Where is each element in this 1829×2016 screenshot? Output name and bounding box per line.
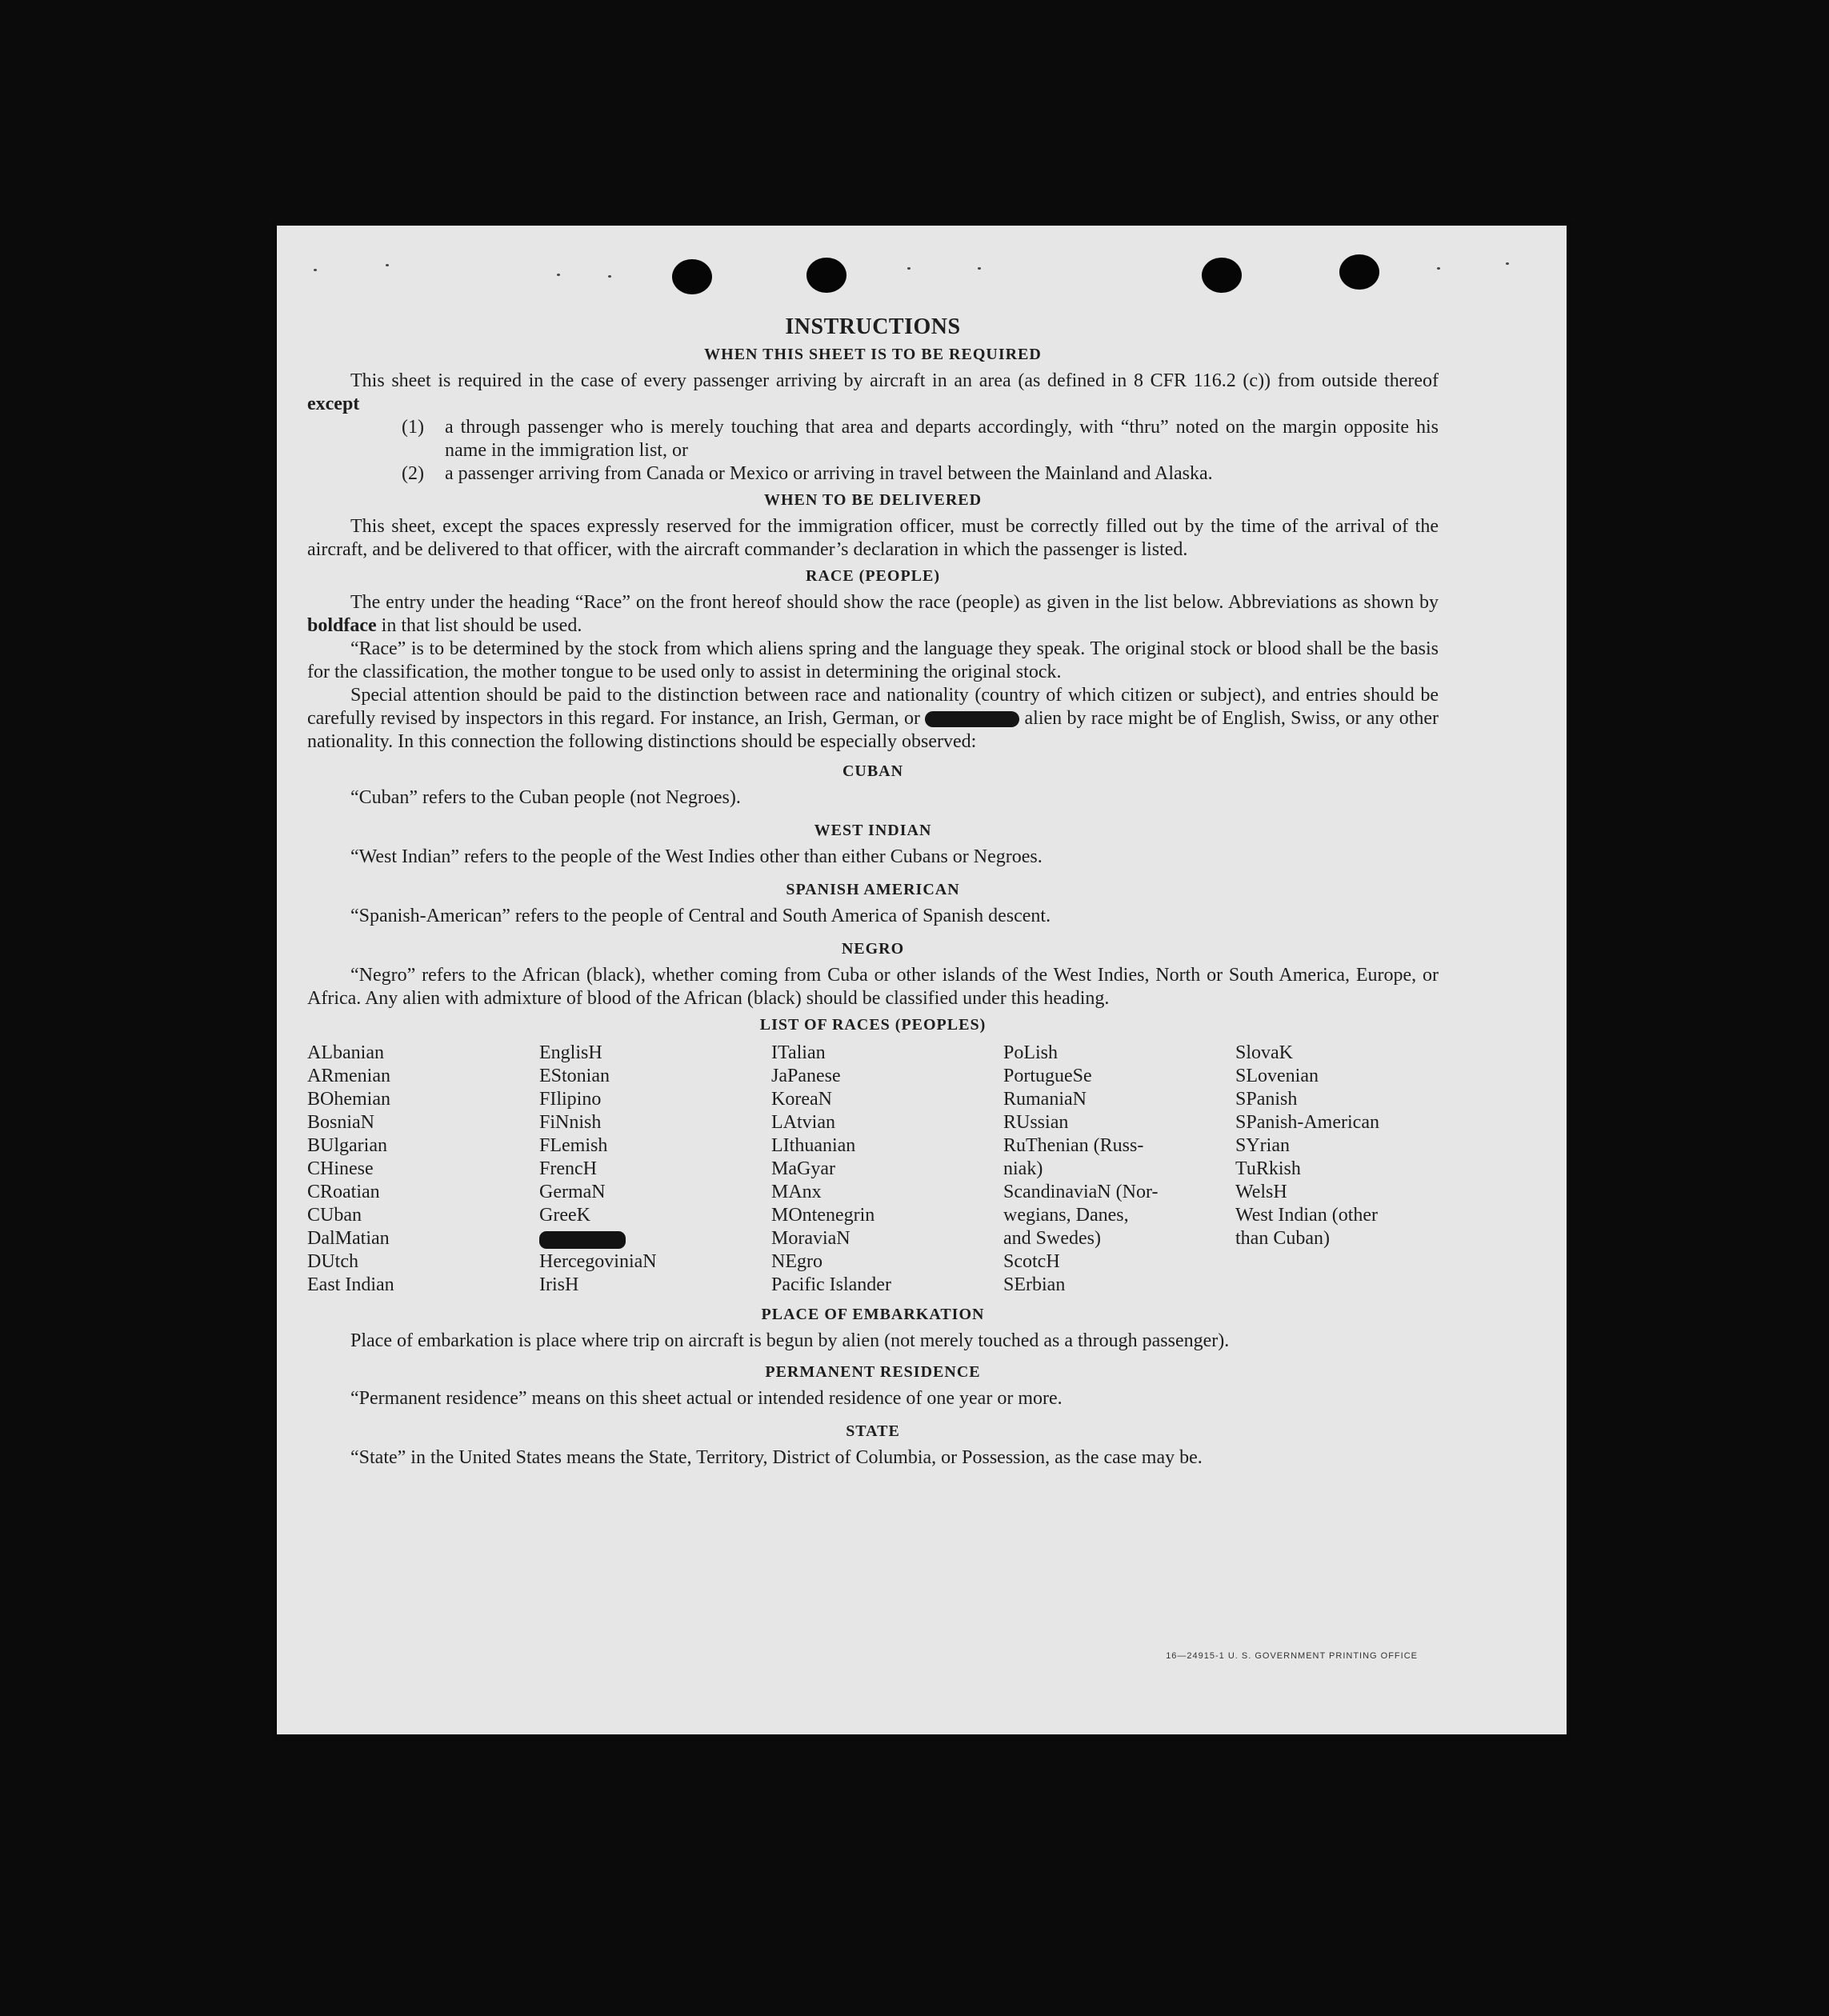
section-heading-race: RACE (PEOPLE) xyxy=(806,567,940,585)
race-entry: EnglisH xyxy=(539,1042,602,1063)
race-entry: CRoatian xyxy=(307,1182,380,1202)
race-entry: FIlipino xyxy=(539,1089,602,1110)
race-entry: SYrian xyxy=(1235,1135,1290,1156)
scan-speck xyxy=(1437,267,1440,270)
race-entry: CHinese xyxy=(307,1158,374,1179)
exception-item xyxy=(402,416,1439,462)
race-entry: RUssian xyxy=(1003,1112,1069,1133)
races-column xyxy=(1235,1042,1439,1297)
section-heading-embarkation: PLACE OF EMBARKATION xyxy=(761,1306,985,1323)
west-indian-text: “West Indian” refers to the people of the West Indies other than either Cubans or Negroes. xyxy=(350,846,1043,867)
race-entry: LAtvian xyxy=(771,1112,835,1133)
punch-hole xyxy=(672,259,712,294)
exception-text: a passenger arriving from Canada or Mexico or arriving in travel between the Mainland and Alaska. xyxy=(445,463,1213,484)
race-entry: RuThenian (Russ- niak) xyxy=(1003,1135,1144,1179)
race-entry: HercegoviniaN xyxy=(539,1251,657,1272)
residence-text: “Permanent residence” means on this sheet actual or intended residence of one year or more. xyxy=(350,1388,1063,1409)
race-p3-end: alien by race might be of English, Swiss, or any other nationality. In this connection the following distinctions should be especially observed: xyxy=(307,708,1439,752)
redacted-word xyxy=(925,711,1019,727)
cuban-text: “Cuban” refers to the Cuban people (not Negroes). xyxy=(350,787,741,808)
printing-office-code: 16—24915-1 U. S. GOVERNMENT PRINTING OFFICE xyxy=(1166,1651,1418,1661)
section-heading-west-indian: WEST INDIAN xyxy=(814,822,932,839)
race-entry: BosniaN xyxy=(307,1112,374,1133)
race-entry: BUlgarian xyxy=(307,1135,387,1156)
race-entry: GreeK xyxy=(539,1205,590,1226)
required-intro-except: except xyxy=(307,394,360,414)
scan-speck xyxy=(608,275,611,278)
races-table xyxy=(307,1042,1439,1297)
race-entry: Pacific Islander xyxy=(771,1274,891,1295)
required-intro-text: This sheet is required in the case of every passenger arriving by aircraft in an area (as defined in 8 CFR 116.2 (c)) from outside thereof xyxy=(350,370,1439,391)
race-entry: PoLish xyxy=(1003,1042,1059,1063)
races-column xyxy=(1003,1042,1235,1297)
exception-number: (2) xyxy=(402,463,424,484)
race-paragraph-3 xyxy=(307,684,1439,754)
race-entry: ALbanian xyxy=(307,1042,384,1063)
instructions-content xyxy=(307,315,1439,1470)
punch-hole xyxy=(806,258,846,293)
race-entry: ITalian xyxy=(771,1042,826,1063)
race-entry: JaPanese xyxy=(771,1066,841,1086)
race-entry: TuRkish xyxy=(1235,1158,1301,1179)
scan-speck xyxy=(1506,262,1509,265)
scan-speck xyxy=(557,274,560,276)
section-heading-delivered: WHEN TO BE DELIVERED xyxy=(763,491,983,509)
race-entry: BOhemian xyxy=(307,1089,390,1110)
race-entry: KoreaN xyxy=(771,1089,832,1110)
race-entry: IrisH xyxy=(539,1274,579,1295)
page-title: INSTRUCTIONS xyxy=(785,314,961,339)
races-column xyxy=(771,1042,1003,1297)
delivered-text: This sheet, except the spaces expressly reserved for the immigration officer, must be correctly filled out by the time of the arrival of the aircraft, and be delivered to that officer, with the aircraft commander’s declaration in which the passenger is listed. xyxy=(307,516,1439,560)
negro-text: “Negro” refers to the African (black), whether coming from Cuba or other islands of the West Indies, North or South America, Europe, or Africa. Any alien with admixture of blood of the African (black) should be classified under this heading. xyxy=(307,965,1439,1009)
embarkation-text: Place of embarkation is place where trip on aircraft is begun by alien (not merely touched as a through passenger). xyxy=(350,1330,1230,1351)
races-column xyxy=(539,1042,771,1297)
race-entry: ARmenian xyxy=(307,1066,390,1086)
race-entry: SPanish-American xyxy=(1235,1112,1379,1133)
race-entry: SErbian xyxy=(1003,1274,1066,1295)
race-entry: FLemish xyxy=(539,1135,608,1156)
punch-hole xyxy=(1339,254,1379,290)
section-heading-list-of-races: LIST OF RACES (PEOPLES) xyxy=(759,1016,987,1034)
scan-speck xyxy=(978,267,981,270)
race-entry: SLovenian xyxy=(1235,1066,1319,1086)
state-text: “State” in the United States means the State, Territory, District of Columbia, or Possession, as the case may be. xyxy=(350,1447,1203,1468)
section-heading-negro: NEGRO xyxy=(841,940,905,958)
race-entry: ScandinaviaN (Nor- wegians, Danes, and Swedes) xyxy=(1003,1182,1159,1249)
section-heading-state: STATE xyxy=(846,1422,900,1440)
scan-speck xyxy=(314,269,317,271)
section-heading-residence: PERMANENT RESIDENCE xyxy=(765,1363,981,1381)
race-entry: WelsH xyxy=(1235,1182,1287,1202)
race-entry: DalMatian xyxy=(307,1228,390,1249)
race-entry: RumaniaN xyxy=(1003,1089,1087,1110)
race-p1-boldface: boldface xyxy=(307,615,377,636)
exception-list xyxy=(402,416,1439,486)
section-heading-spanish-american: SPANISH AMERICAN xyxy=(786,881,960,898)
exception-number: (1) xyxy=(402,417,424,438)
exception-item xyxy=(402,462,1439,486)
race-paragraph-1 xyxy=(307,591,1439,638)
race-entry: East Indian xyxy=(307,1274,394,1295)
scan-speck xyxy=(386,264,389,266)
race-entry: DUtch xyxy=(307,1251,358,1272)
race-entry: FrencH xyxy=(539,1158,597,1179)
race-entry: EStonian xyxy=(539,1066,610,1086)
race-entry: LIthuanian xyxy=(771,1135,856,1156)
race-entry: NEgro xyxy=(771,1251,822,1272)
redacted-race-entry xyxy=(539,1227,771,1250)
race-p1-end: in that list should be used. xyxy=(376,615,582,636)
race-entry: MAnx xyxy=(771,1182,822,1202)
section-heading-cuban: CUBAN xyxy=(842,762,904,780)
race-p1-text: The entry under the heading “Race” on the front hereof should show the race (people) as given in the list below. Abbreviations as shown by xyxy=(350,592,1439,613)
race-entry: MaGyar xyxy=(771,1158,835,1179)
race-entry: MoraviaN xyxy=(771,1228,850,1249)
document-page xyxy=(277,226,1567,1734)
race-paragraph-2: “Race” is to be determined by the stock from which aliens spring and the language they speak. The original stock or blood shall be the basis for the classification, the mother tongue to be used only to assist in determining the original stock. xyxy=(307,638,1439,682)
race-entry: ScotcH xyxy=(1003,1251,1060,1272)
race-entry: West Indian (other than Cuban) xyxy=(1235,1205,1379,1249)
race-entry: PortugueSe xyxy=(1003,1066,1092,1086)
spanish-american-text: “Spanish-American” refers to the people of Central and South America of Spanish descent. xyxy=(350,906,1051,926)
section-heading-required: WHEN THIS SHEET IS TO BE REQUIRED xyxy=(704,346,1042,363)
race-entry: SlovaK xyxy=(1235,1042,1293,1063)
required-intro xyxy=(307,370,1439,416)
exception-text: a through passenger who is merely touching that area and departs accordingly, with “thru” noted on the margin opposite his name in the immigration list, or xyxy=(445,417,1439,461)
scan-speck xyxy=(907,267,910,270)
race-entry: SPanish xyxy=(1235,1089,1298,1110)
race-entry: FiNnish xyxy=(539,1112,602,1133)
race-entry: MOntenegrin xyxy=(771,1205,875,1226)
races-column xyxy=(307,1042,539,1297)
race-entry: GermaN xyxy=(539,1182,606,1202)
race-entry: CUban xyxy=(307,1205,362,1226)
race-p3-text: Special attention should be paid to the distinction between race and nationality (country of which citizen or subject), and entries should be carefully revised by inspectors in this regard. For instance, an Irish, German, or xyxy=(307,685,1439,729)
punch-hole xyxy=(1202,258,1242,293)
